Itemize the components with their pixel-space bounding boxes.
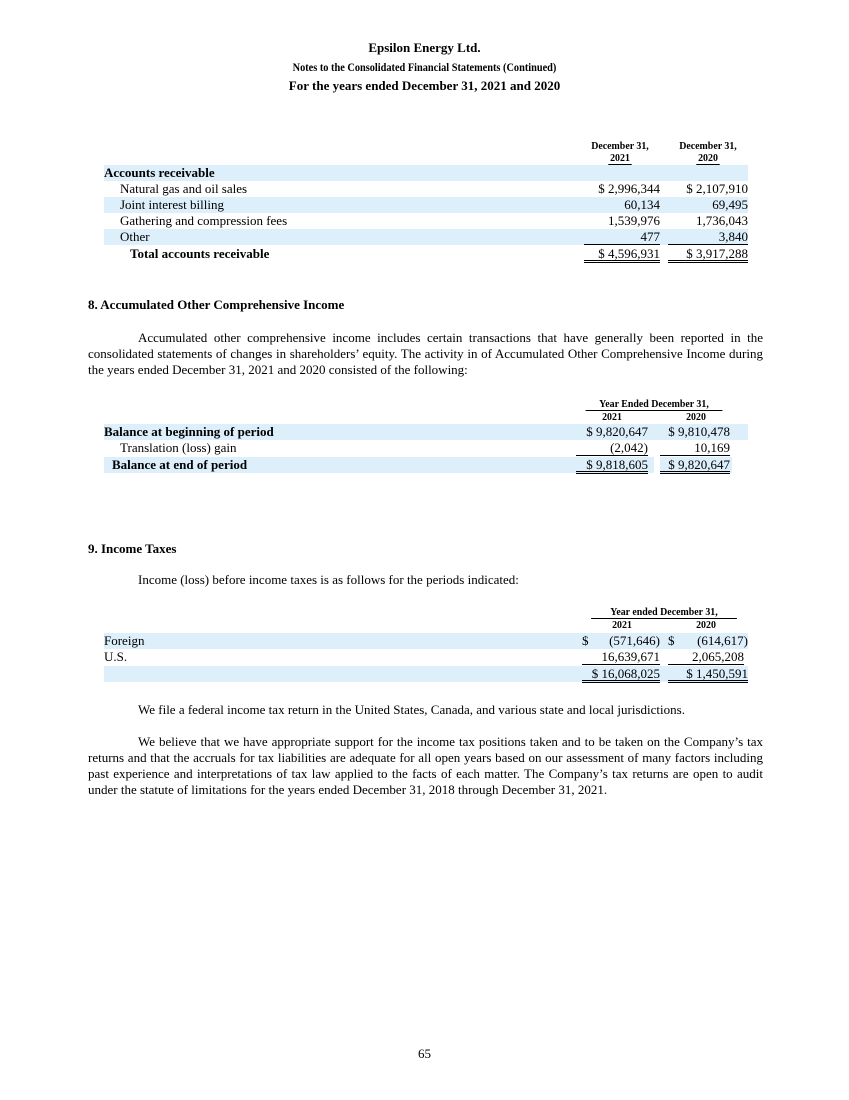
table-row-total xyxy=(104,246,748,262)
value-2021: $ 9,818,605 xyxy=(576,457,648,474)
tax-col-2021-label: 2021 xyxy=(612,619,632,631)
value-2021: 477 xyxy=(584,229,660,245)
table-row-total xyxy=(104,666,748,682)
value-2021: (2,042) xyxy=(576,440,648,456)
row-label: Balance at beginning of period xyxy=(104,424,274,439)
section-8-title: 8. Accumulated Other Comprehensive Income xyxy=(88,297,345,312)
row-label: Foreign xyxy=(104,633,145,648)
value-2021: 16,639,671 xyxy=(582,649,660,665)
value-2021: 60,134 xyxy=(624,197,660,212)
currency-symbol: $ xyxy=(668,633,675,648)
aoci-total-2020-cell xyxy=(660,457,732,473)
tax-col-2020 xyxy=(671,619,741,631)
value-2020: $ 9,810,478 xyxy=(668,424,730,439)
ar-heading-row xyxy=(104,165,748,181)
ar-col-header-2020 xyxy=(672,140,744,165)
company-name: Epsilon Energy Ltd. xyxy=(368,40,481,55)
value-2021: $ 9,820,647 xyxy=(586,424,648,439)
ar-col-2020-line2: 2020 xyxy=(698,152,718,164)
section-9-text-2: We believe that we have appropriate support for the income tax positions taken and to be taken on the Company’s tax returns and that the accruals for tax liabilities are adequate for all open years based on our assessment of many factors including past experience and interpretations of tax law applied to the facts of each matter. The Company’s tax returns are open to audit under the statute of limitations for the years ended December 31, 2018 through December 31, 2021. xyxy=(88,734,763,797)
value-2020: 69,495 xyxy=(712,197,748,212)
section-9-paragraph-2 xyxy=(88,734,763,798)
currency-symbol: $ xyxy=(582,633,589,648)
value-2020: $ 2,107,910 xyxy=(686,181,748,196)
tax-col-2021 xyxy=(587,619,657,631)
section-9-paragraph-1 xyxy=(88,702,763,718)
row-label: Gathering and compression fees xyxy=(120,213,288,228)
value-2021: 1,539,976 xyxy=(608,213,660,228)
table-row xyxy=(104,229,748,245)
ar-col-header-2021 xyxy=(584,140,656,165)
aoci-span-header-text: Year Ended December 31, xyxy=(586,398,723,411)
value-2020: 10,169 xyxy=(660,440,730,456)
table-row xyxy=(104,440,748,456)
section-8-paragraph xyxy=(88,330,763,378)
page-number: 65 xyxy=(418,1046,431,1061)
period-title: For the years ended December 31, 2021 and 2020 xyxy=(288,78,561,93)
row-label: Joint interest billing xyxy=(120,197,224,212)
table-row-total xyxy=(104,457,654,473)
tax-col-2020-label: 2020 xyxy=(696,619,716,631)
total-2021: $ 4,596,931 xyxy=(584,246,660,263)
total-label: Total accounts receivable xyxy=(130,246,270,261)
aoci-col-2021-label: 2021 xyxy=(602,411,622,423)
row-label: Other xyxy=(120,229,150,244)
ar-col-2021-line2: 2021 xyxy=(610,152,630,164)
value-2020: $ 1,450,591 xyxy=(668,666,748,683)
value-2020: (614,617) xyxy=(697,633,748,648)
document-subtitle: Notes to the Consolidated Financial Statements (Continued) xyxy=(292,60,557,74)
ar-heading: Accounts receivable xyxy=(104,165,215,180)
table-row xyxy=(104,649,748,665)
table-row xyxy=(104,424,748,440)
tax-span-header-text: Year ended December 31, xyxy=(591,606,737,619)
section-8-text: Accumulated other comprehensive income includes certain transactions that have generally been reported in the consolidated statements of changes in shareholders’ equity. The activity in of Accumulated Other Comprehensive Income during the years ended December 31, 2021 and 2020 consisted of the following: xyxy=(88,330,763,377)
tax-span-header xyxy=(583,606,745,619)
row-label: Balance at end of period xyxy=(112,457,248,472)
row-label: Natural gas and oil sales xyxy=(120,181,248,196)
aoci-col-2020-label: 2020 xyxy=(686,411,706,423)
row-label: Translation (loss) gain xyxy=(120,440,237,455)
value-2020-cell xyxy=(668,633,748,648)
table-row xyxy=(104,213,748,229)
value-2020: $ 9,820,647 xyxy=(660,457,730,474)
ar-col-2020-line1: December 31, xyxy=(679,140,737,152)
value-2020: 2,065,208 xyxy=(668,649,744,665)
aoci-span-header xyxy=(578,398,730,411)
table-row xyxy=(104,197,748,213)
aoci-col-2021 xyxy=(581,411,642,423)
table-row xyxy=(104,633,748,649)
value-2021: $ 2,996,344 xyxy=(598,181,660,196)
section-9-text-1: We file a federal income tax return in the United States, Canada, and various state and local jurisdictions. xyxy=(138,702,685,717)
value-2020: 3,840 xyxy=(668,229,748,245)
aoci-col-2020 xyxy=(665,411,726,423)
row-label: U.S. xyxy=(104,649,128,664)
table-row xyxy=(104,181,748,197)
value-2021: $ 16,068,025 xyxy=(582,666,660,683)
value-2020: 1,736,043 xyxy=(696,213,748,228)
value-2021: (571,646) xyxy=(609,633,660,648)
ar-col-2021-line1: December 31, xyxy=(591,140,649,152)
total-2020: $ 3,917,288 xyxy=(668,246,748,263)
section-9-title: 9. Income Taxes xyxy=(88,541,177,556)
section-9-intro: Income (loss) before income taxes is as follows for the periods indicated: xyxy=(138,572,519,587)
value-2021-cell xyxy=(582,633,660,648)
